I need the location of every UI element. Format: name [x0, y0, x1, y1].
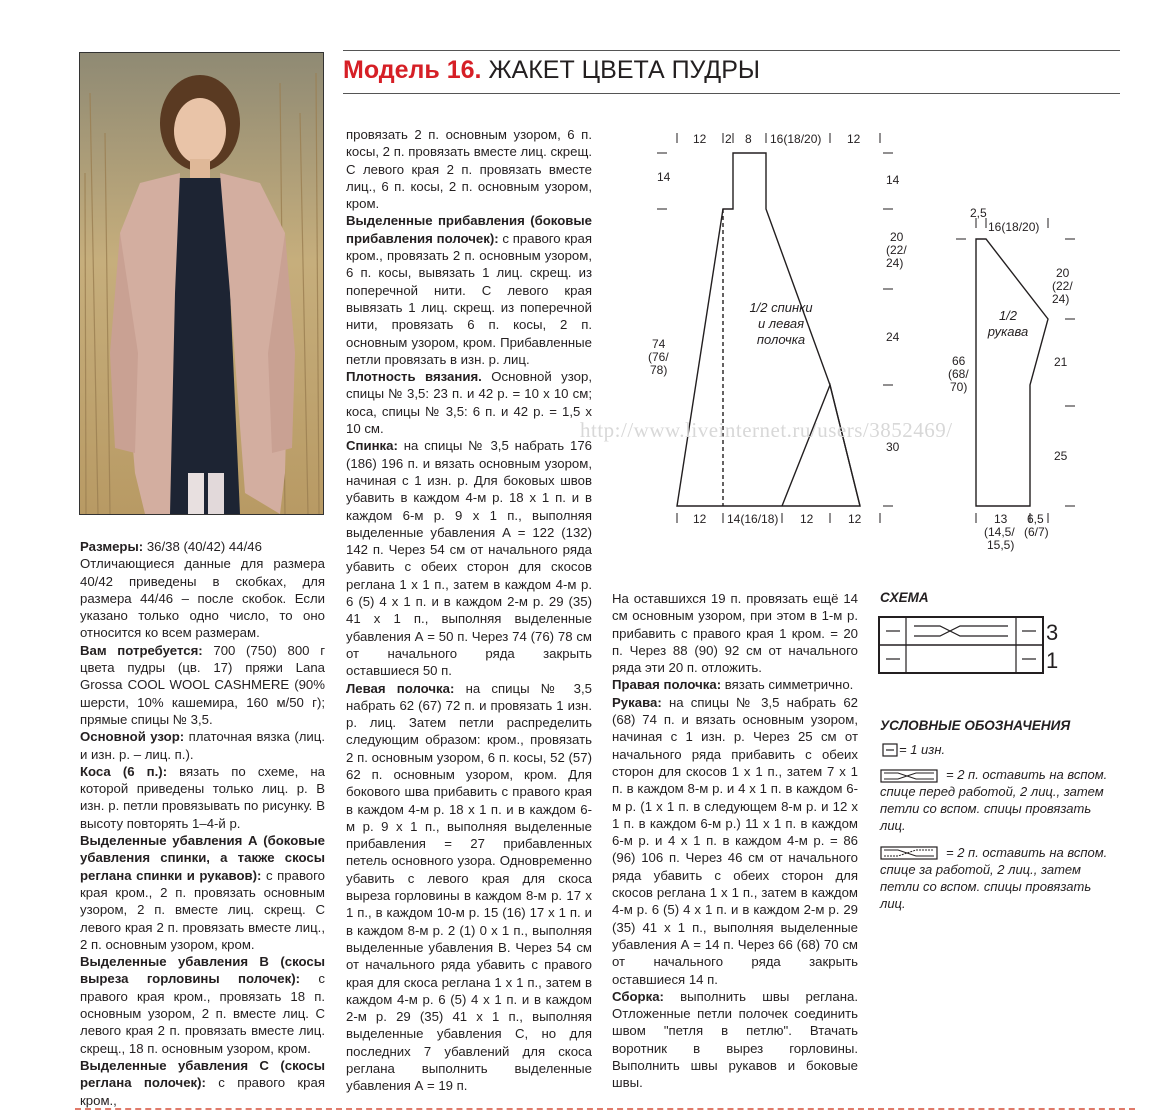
inc-label: Выделенные прибавления (боковые прибавления полочек): [346, 213, 592, 246]
dim-sleeve-20b: (22/ [1052, 279, 1073, 293]
model-title: ЖАКЕТ ЦВЕТА ПУДРЫ [488, 56, 761, 84]
cable-chart [878, 616, 1048, 678]
back-label: Спинка: [346, 438, 398, 454]
pattern-diagram [600, 120, 1100, 560]
sleeve-piece-label [980, 308, 1036, 340]
scheme-row-1: 1 [1046, 648, 1059, 673]
legend-item-2: = 2 п. оставить на вспом. спице перед работой, 2 лиц., затем петли со вспом. спицы провязать лиц. [880, 767, 1108, 833]
photo-illustration [80, 53, 323, 514]
title-rule-bottom [343, 93, 1120, 94]
cable-label: Коса (6 п.): [80, 763, 168, 779]
dim-right-14: 14 [886, 173, 900, 187]
purl-symbol-icon [882, 743, 898, 757]
right-front-label: Правая полочка: [612, 677, 722, 693]
legend-item-3: = 2 п. оставить на вспом. спице за работой, 2 лиц., затем петли со вспом. спицы провязать лиц. [880, 845, 1108, 911]
page-title [343, 56, 760, 85]
dim-sleeve-2-5: 2,5 [970, 206, 987, 220]
dim-right-30: 30 [886, 440, 900, 454]
watermark-url: http://www.liveinternet.ru/users/3852469/ [580, 418, 953, 442]
sleeves-label: Рукава: [612, 694, 662, 710]
dim-sleeve-13a: 13 [994, 512, 1008, 526]
left-front-continued: На оставшихся 19 п. провязать ещё 14 см основным узором, при этом в 1-м р. прибавить с правого края 1 кром. = 20 п. Через 88 (90) 92 см от начального ряда эти 20 п. отложить. [612, 591, 858, 676]
dim-sleeve-16: 16(18/20) [988, 220, 1040, 234]
sizes-text: 36/38 (40/42) 44/46 [143, 539, 262, 554]
dim-bottom-14: 14(16/18) [727, 512, 779, 526]
dim-sleeve-13c: 15,5) [987, 538, 1015, 552]
dec-b-text: с правого края кром., провязать 18 п. основным узором, 2 п. вместе лиц. С левого края 2 п. провязать вместе лиц. скрещ., 18 п. основным узором, кром. [80, 971, 325, 1056]
dim-left-14: 14 [657, 170, 671, 184]
dec-b-label: Выделенные убавления В (скосы выреза горловины полочек): [80, 954, 325, 987]
body-piece-label [738, 300, 824, 348]
dim-sleeve-20c: 24) [1052, 292, 1070, 306]
assembly-text: выполнить швы реглана. Отложенные петли полочек соединить швом "петля в петлю". Втачать воротник в вырез горловины. Выполнить швы рукавов и боковые швы. [612, 988, 858, 1091]
sleeve-label-line1: 1/2 [998, 308, 1018, 323]
scheme-row-3: 3 [1046, 620, 1059, 645]
dim-sleeve-65a: 6,5 [1027, 512, 1044, 526]
dim-right-20a: 20 [890, 230, 904, 244]
sleeves-text: на спицы № 3,5 набрать 62 (68) 74 п. и вязать основным узором, начиная с 1 изн. р. Через 25 см от начального ряда прибавить с обеих сторон для скосов 1 x 1 п., затем 7 x 1 п. в каждом 8-м р. и 4 x 1 п. в каждом 6-м р. (1 x 1 п. в следующем 8-м р. и 12 x 1 п. в каждом 6-м р.) 11 x 1 п. в каждом 6-м р. и 4 x 1 п. в каждом 4-м р. = 86 (96) 106 п. Через 46 см от начального ряда убавить с обеих сторон для скосов реглана 1 x 1 п., затем в каждом 4-м р. 6 (5) 4 x 1 п. и в каждом 2-м р. 29 (35) 41 x 1 п., выполняя выделенные убавления А = 14 п. Через 66 (68) 70 см от начального ряда закрыть оставшиеся 14 п. [612, 694, 858, 987]
dim-sleeve-65b: (6/7) [1024, 525, 1049, 539]
dim-sleeve-13b: (14,5/ [984, 525, 1015, 539]
back-text: на спицы № 3,5 набрать 176 (186) 196 п. и вязать основным узором, начиная с 1 изн. р. Для боковых швов убавить в каждом 4-м р. 18 x 1 п. и в каждом 6-м р. 9 x 1 п., выполняя выделенные убавления А = 122 (132) 142 п. Через 54 см от начального ряда убавить с обеих сторон для скосов реглана 1 x 1 п., затем в каждом 4-м р. 6 (5) 4 x 1 п. и в каждом 2-м р. 29 (35) 41 x 1 п., выполняя выделенные убавления А = 50 п. Через 74 (76) 78 см от начального ряда закрыть оставшиеся 50 п. [346, 438, 592, 679]
model-sep: . [474, 56, 482, 84]
body-label-line1: 1/2 спинки [749, 300, 813, 315]
dim-bottom-12b: 12 [800, 512, 814, 526]
body-label-line3: полочка [756, 332, 806, 347]
sleeve-label-line2: рукава [987, 324, 1029, 339]
text-column-3 [612, 590, 858, 1092]
dim-sleeve-66a: 66 [952, 354, 966, 368]
right-front-text: вязать симметрично. [721, 677, 854, 693]
dim-sleeve-20a: 20 [1056, 266, 1070, 280]
dim-top-12b: 12 [847, 132, 861, 146]
inc-text: с правого края кром., провязать 2 п. основным узором, 6 п. косы, вывязать 1 лиц. скрещ. из поперечной нити. С левого края вывязать 1 лиц. скрещ. из поперечной нити, провязать 6 п. косы, 2 п. основным узором, кром. Прибавленные петли провязать в изн. р. лиц. [346, 230, 592, 367]
dim-sleeve-66c: 70) [950, 380, 968, 394]
dim-left-74b: (76/ [648, 350, 669, 364]
dec-a-label: Выделенные убавления А (боковые убавления спинки, а также скосы реглана спинки и рукавов): [80, 833, 325, 883]
sizes-note: Отличающиеся данные для размера 40/42 приведены в скобках, для размера 44/46 – после скобок. Если указано только одно число, то оно относится ко всем размерам. [80, 556, 325, 641]
legend-title: УСЛОВНЫЕ ОБОЗНАЧЕНИЯ [880, 718, 1071, 733]
dim-top-12a: 12 [693, 132, 707, 146]
gauge-text: Основной узор, спицы № 3,5: 23 п. и 42 р. = 10 x 10 см; коса, спицы № 3,5: 6 п. и 42 р. = 1,5 x 10 см. [346, 369, 592, 437]
scheme-title: СХЕМА [880, 590, 929, 605]
left-front-label: Левая полочка: [346, 680, 455, 696]
dim-right-24: 24 [886, 330, 900, 344]
cable-text: вязать по схеме, на которой приведены только лиц. р. В изн. р. петли провязывать по рисунку. В высоту повторять 1–4-й р. [80, 763, 325, 831]
dim-right-20c: 24) [886, 256, 904, 270]
dec-c-text: с правого края кром., [80, 1075, 325, 1108]
dim-top-8: 8 [745, 132, 752, 146]
dec-a-text: с правого края кром., 2 п. провязать основным узором, 2 п. вместе лиц. скрещ. С левого края 2 п. провязать вместе лиц., 2 п. основным узором, кром. [80, 867, 325, 952]
dim-left-74a: 74 [652, 337, 666, 351]
body-label-line2: и левая [757, 316, 805, 331]
materials-label: Вам потребуется: [80, 642, 203, 658]
title-rule-top [343, 50, 1120, 51]
dec-c-continued: провязать 2 п. основным узором, 6 п. косы, 2 п. провязать вместе лиц. скрещ. С левого края 2 п. провязать вместе лиц., 6 п. косы, 2 п. основным узором, кром. [346, 127, 592, 212]
dim-right-20b: (22/ [886, 243, 907, 257]
sizes-label: Размеры: [80, 539, 144, 554]
assembly-label: Сборка: [612, 988, 664, 1004]
text-column-1 [80, 538, 325, 1109]
legend-item-1: = 1 изн. [899, 742, 946, 757]
dim-top-16: 16(18/20) [770, 132, 822, 146]
dim-sleeve-25: 25 [1054, 449, 1068, 463]
dec-c-label: Выделенные убавления С (скосы реглана полочек): [80, 1057, 325, 1091]
left-front-text: на спицы № 3,5 набрать 62 (67) 72 п. и провязать 1 изн. р. лиц. Затем петли распределить следующим образом: кром., провязать 2 п. основным узором, 6 п. косы, 52 (57) 62 п. основным узором, кром. Для бокового шва прибавить с правого края в каждом 4-м р. 18 x 1 п. и в каждом 6-м р. 9 x 1 п., выполняя выделенные прибавления = 27 прибавленных петель основного узора. Одновременно убавить с левого края для скоса выреза горловины в каждом 8-м р. 17 x 1 п., в каждом 10-м р. 15 (16) 17 x 1 п. и в каждом 8-м р. 2 (1) 0 x 1 п., выполняя выделенные убавления В. Через 54 см от начального ряда убавить с правого края для скоса реглана 1 x 1 п., затем в каждом 4-м р. 6 (5) 4 x 1 п. и в каждом 2-м р. 29 (35) 41 x 1 п., выполняя выделенные убавления С, но для последних 7 убавлений для скоса реглана выполнить выделенные убавления А = 19 п. [346, 680, 592, 1094]
materials-text: 700 (750) 800 г цвета пудры (цв. 17) пряжи Lana Grossa COOL WOOL CASHMERE (90% шерсти, 10% кашемира, 160 м/50 г); прямые спицы № 3,5. [80, 642, 326, 727]
basic-pattern-text: платочная вязка (лиц. и изн. р. – лиц. п.). [80, 729, 326, 762]
footer-rule [75, 1108, 1135, 1110]
basic-pattern-label: Основной узор: [80, 729, 185, 745]
model-label: Модель 16 [343, 56, 475, 84]
dim-bottom-12a: 12 [693, 512, 707, 526]
dim-left-74c: 78) [650, 363, 668, 377]
dim-sleeve-21: 21 [1054, 355, 1068, 369]
dim-sleeve-66b: (68/ [948, 367, 969, 381]
dim-bottom-12c: 12 [848, 512, 862, 526]
text-column-2 [346, 126, 592, 1095]
dim-top-2: 2 [725, 132, 732, 146]
model-photo [79, 52, 324, 515]
gauge-label: Плотность вязания. [346, 369, 482, 385]
